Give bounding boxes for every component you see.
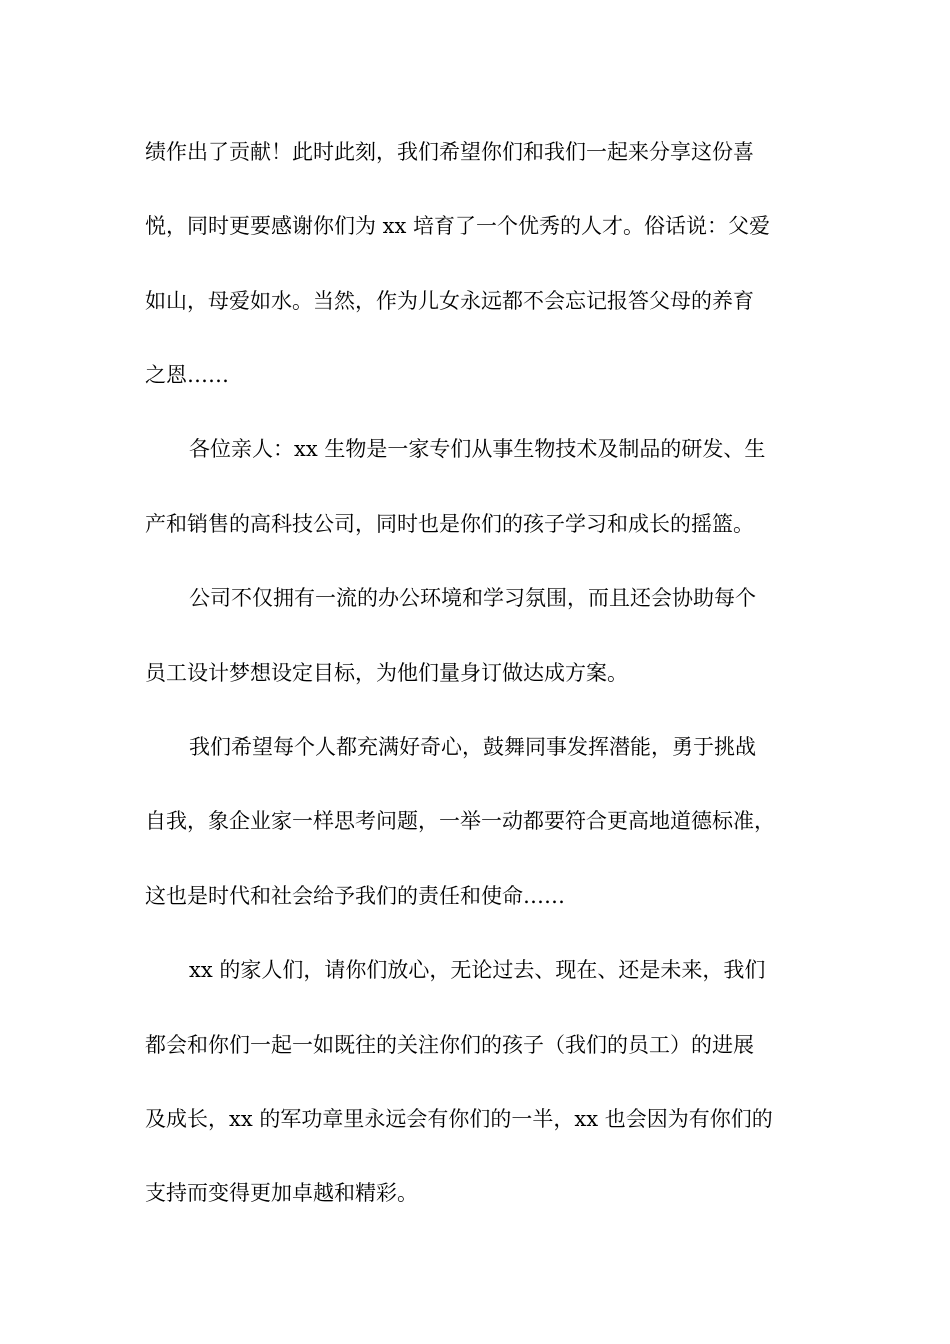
paragraph-line: 自我，象企业家一样思考问题，一举一动都要符合更高地道德标准， <box>145 809 775 833</box>
paragraph-line: xx 的家人们，请你们放心，无论过去、现在、还是未来，我们 <box>189 958 766 982</box>
paragraph-line: 绩作出了贡献！此时此刻，我们希望你们和我们一起来分享这份喜 <box>145 140 754 164</box>
paragraph-line: 这也是时代和社会给予我们的责任和使命…… <box>145 884 565 908</box>
paragraph-line: 悦，同时更要感谢你们为 xx 培育了一个优秀的人才。俗话说：父爱 <box>145 214 771 238</box>
paragraph-line: 我们希望每个人都充满好奇心，鼓舞同事发挥潜能，勇于挑战 <box>189 735 756 759</box>
paragraph-line: 各位亲人：xx 生物是一家专们从事生物技术及制品的研发、生 <box>189 437 766 461</box>
paragraph-line: 支持而变得更加卓越和精彩。 <box>145 1181 418 1205</box>
paragraph-line: 公司不仅拥有一流的办公环境和学习氛围，而且还会协助每个 <box>189 586 756 610</box>
paragraph-line: 之恩…… <box>145 363 229 387</box>
paragraph-line: 产和销售的高科技公司，同时也是你们的孩子学习和成长的摇篮。 <box>145 512 754 536</box>
paragraph-line: 及成长，xx 的军功章里永远会有你们的一半，xx 也会因为有你们的 <box>145 1107 773 1131</box>
paragraph-line: 都会和你们一起一如既往的关注你们的孩子（我们的员工）的进展 <box>145 1033 754 1057</box>
paragraph-line: 如山，母爱如水。当然，作为儿女永远都不会忘记报答父母的养育 <box>145 289 754 313</box>
paragraph-line: 员工设计梦想设定目标，为他们量身订做达成方案。 <box>145 661 628 685</box>
